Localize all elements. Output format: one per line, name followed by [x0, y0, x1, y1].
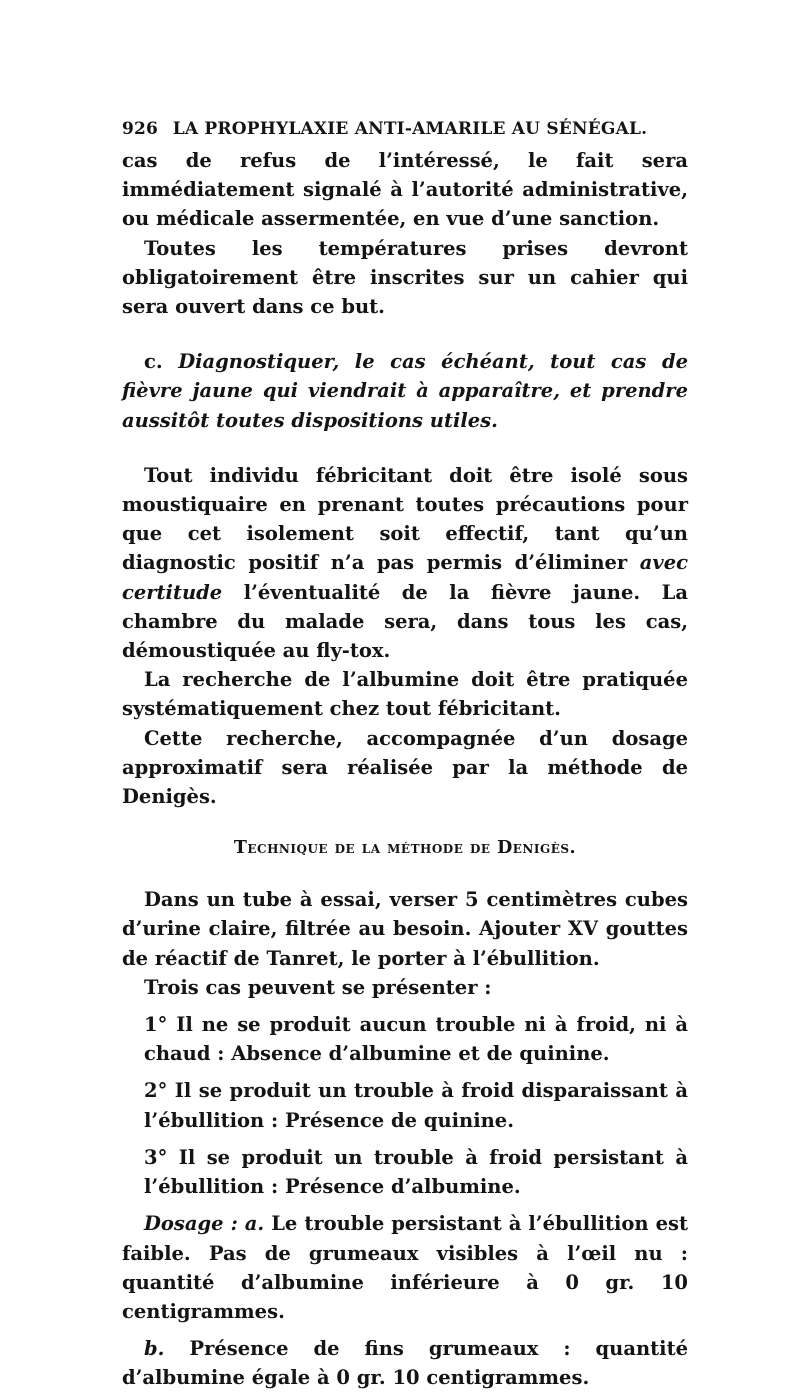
isolement-text-a: Tout individu fébricitant doit être isolé sous moustiquaire en prenant toutes précautions pour que cet isolement soit effectif, tant qu’un diagnostic positif n’a pas permis d’éliminer: [122, 463, 688, 575]
paragraph-isolement: [122, 461, 688, 665]
dosage-b-label: b.: [144, 1337, 165, 1361]
paragraph-recherche: Cette recherche, accompagnée d’un dosage approximatif sera réalisée par la méthode de Denigès.: [122, 726, 688, 809]
paragraph-dosage-a: [122, 1209, 688, 1326]
paragraph-temperatures: Toutes les températures prises devront obligatoirement être inscrites sur un cahier qui sera ouvert dans ce but.: [122, 236, 688, 319]
paragraph-dosage-b: [122, 1334, 688, 1392]
paragraph-refus: cas de refus de l’intéressé, le fait sera immédiatement signalé à l’autorité administrative, ou médicale assermentée, en vue d’une sanction.: [122, 149, 688, 231]
paragraph-trois-cas: Trois cas peuvent se présenter :: [144, 975, 492, 999]
document-page: [122, 112, 688, 1393]
dosage-b-text: Présence de fins grumeaux : quantité d’albumine égale à 0 gr. 10 centigrammes.: [122, 1337, 688, 1390]
paragraph-albumine: La recherche de l’albumine doit être pratiquée systématiquement chez tout fébricitant.: [122, 668, 688, 721]
case-3: 3° Il se produit un trouble à froid persistant à l’ébullition : Présence d’albumine.: [144, 1145, 688, 1199]
page-number: 926: [122, 119, 159, 139]
dosage-label: Dosage : a.: [144, 1212, 265, 1236]
diagnostiquer-text: Diagnostiquer, le cas échéant, tout cas de fièvre jaune qui viendrait à apparaître, et prendre aussitôt toutes dispositions utiles.: [122, 350, 688, 432]
isolement-text-b: l’éventualité de la fièvre jaune. La chambre du malade sera, dans tous les cas, démoustiquée au fly-tox.: [122, 580, 688, 663]
page-header: [122, 112, 688, 146]
case-2: 2° Il se produit un trouble à froid disparaissant à l’ébullition : Présence de quinine.: [144, 1079, 688, 1132]
case-1: 1° Il ne se produit aucun trouble ni à froid, ni à chaud : Absence d’albumine et de quinine.: [144, 1013, 688, 1066]
paragraph-diagnostiquer: [122, 347, 688, 435]
running-title: LA PROPHYLAXIE ANTI-AMARILE AU SÉNÉGAL.: [172, 119, 648, 139]
dosage-a-text: Le trouble persistant à l’ébullition est faible. Pas de grumeaux visibles à l’œil nu : quantité d’albumine inférieure à 0 gr. 10 centigrammes.: [122, 1212, 688, 1323]
item-letter-c: c.: [144, 350, 163, 374]
isolement-emphasis: avec certitude: [122, 551, 688, 604]
section-title: Technique de la méthode de Denigès.: [233, 838, 577, 859]
paragraph-tube: Dans un tube à essai, verser 5 centimètres cubes d’urine claire, filtrée au besoin. Ajouter XV gouttes de réactif de Tanret, le porter à l’ébullition.: [122, 888, 688, 970]
